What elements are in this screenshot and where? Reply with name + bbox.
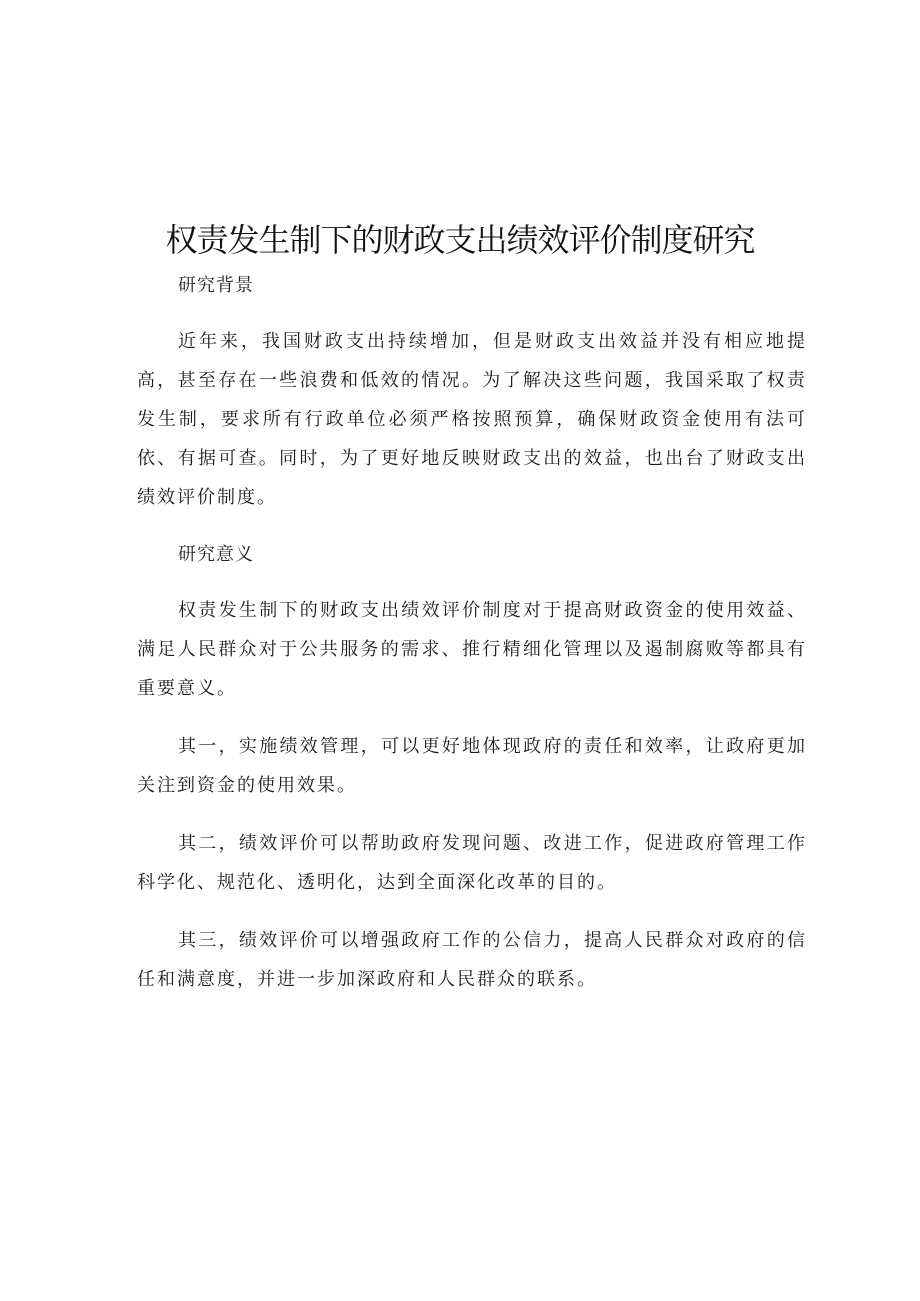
paragraph: 近年来，我国财政支出持续增加，但是财政支出效益并没有相应地提高，甚至存在一些浪费和低效的情况。为了解决这些问题，我国采取了权责发生制，要求所有行政单位必须严格按照预算，确保财政资金使用有法可依、有据可查。同时，为了更好地反映财政支出的效益，也出台了财政支出绩效评价制度。: [137, 331, 807, 508]
document-body: [137, 268, 807, 999]
section-heading-significance: 研究意义: [178, 544, 254, 565]
paragraph: 其一，实施绩效管理，可以更好地体现政府的责任和效率，让政府更加关注到资金的使用效果。: [137, 736, 807, 796]
section-heading-background: 研究背景: [178, 275, 254, 296]
document-title: 权责发生制下的财政支出绩效评价制度研究: [165, 221, 755, 259]
paragraph: 其二，绩效评价可以帮助政府发现问题、改进工作，促进政府管理工作科学化、规范化、透明化，达到全面深化改革的目的。: [137, 833, 807, 893]
paragraph: 权责发生制下的财政支出绩效评价制度对于提高财政资金的使用效益、满足人民群众对于公共服务的需求、推行精细化管理以及遏制腐败等都具有重要意义。: [137, 600, 807, 699]
paragraph: 其三，绩效评价可以增强政府工作的公信力，提高人民群众对政府的信任和满意度，并进一步加深政府和人民群众的联系。: [137, 930, 807, 990]
